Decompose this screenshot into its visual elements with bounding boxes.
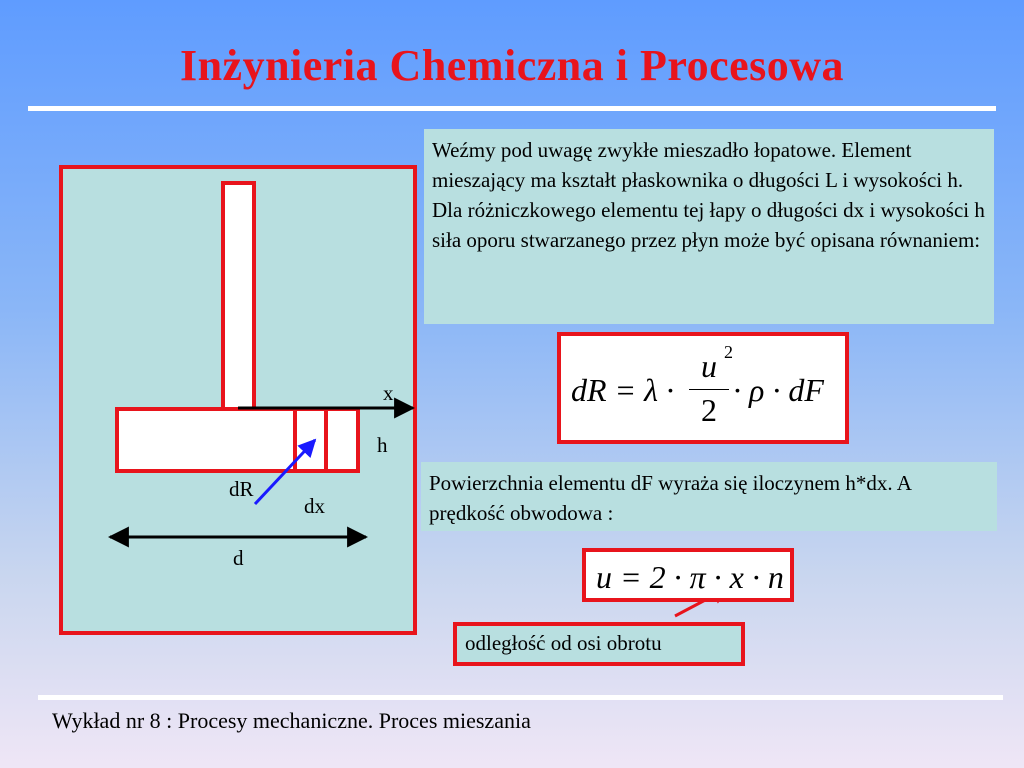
numerator-u: u	[701, 348, 717, 384]
fraction-bar	[689, 389, 729, 390]
velocity-formula-text: u = 2 · π · x · n	[596, 559, 784, 595]
fraction-denominator: 2	[701, 392, 717, 428]
description-box: Weźmy pod uwagę zwykłe mieszadło łopatowe. Element mieszający ma kształt płaskownika o długości L i wysokości h. Dla różniczkowego elementu tej łapy o długości dx i wysokości h siła oporu stwarzanego przez płyn może być opisana równaniem:	[424, 129, 994, 324]
surface-box: Powierzchnia elementu dF wyraża się iloczynem h*dx. A prędkość obwodowa :	[421, 462, 997, 531]
rotation-axis-note: odległość od osi obrotu	[453, 622, 745, 666]
formula-lhs: dR = λ ·	[571, 372, 674, 408]
bottom-divider	[38, 695, 1003, 700]
label-dx: dx	[304, 494, 325, 518]
label-h: h	[377, 433, 388, 457]
mixer-blade	[117, 409, 358, 471]
label-dR: dR	[229, 477, 254, 501]
numerator-exponent: 2	[724, 342, 733, 362]
drag-force-formula	[557, 332, 849, 444]
fraction-numerator	[689, 342, 733, 385]
mixer-shaft	[223, 183, 254, 409]
label-x: x	[383, 381, 394, 405]
formula-fraction	[689, 342, 733, 429]
velocity-formula	[582, 548, 794, 602]
slide-title: Inżynieria Chemiczna i Procesowa	[179, 41, 845, 90]
footer-text: Wykład nr 8 : Procesy mechaniczne. Proces mieszania	[52, 708, 531, 733]
formula-rhs: · ρ · dF	[733, 372, 824, 408]
label-d: d	[233, 546, 244, 570]
